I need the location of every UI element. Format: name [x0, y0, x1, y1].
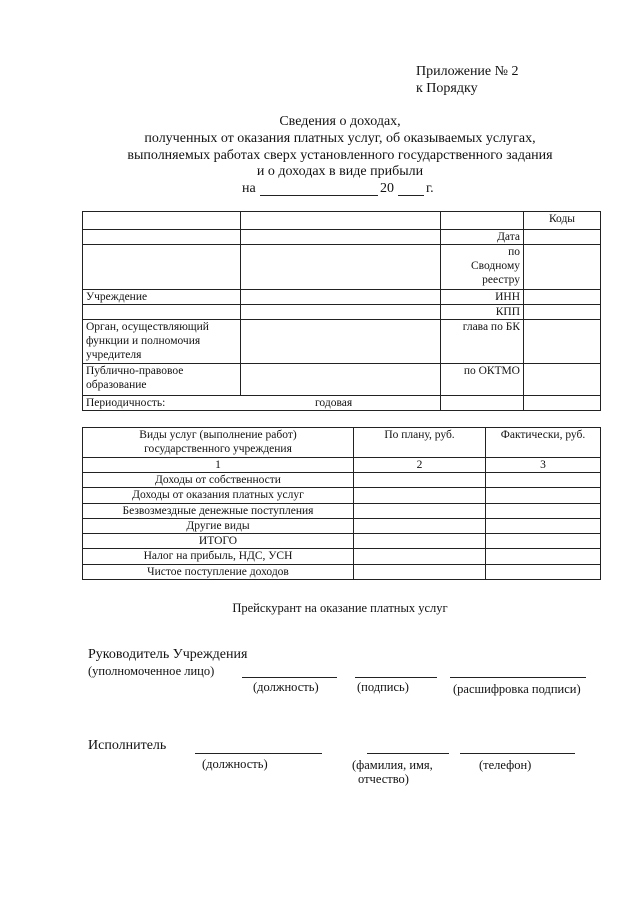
head-position-caption: (должность): [253, 680, 319, 694]
actual-value-cell: [486, 488, 601, 504]
header-cell: [241, 305, 441, 320]
chapter-bk-code-cell: [524, 320, 601, 364]
oktmo-code-cell: [524, 364, 601, 396]
public-entity-value-cell: [241, 364, 441, 396]
price-list-caption: Прейскурант на оказание платных услуг: [232, 601, 448, 615]
plan-value-cell: [354, 488, 486, 504]
date-day-line: [260, 195, 378, 196]
appendix-number: Приложение № 2: [416, 64, 519, 79]
public-entity-label-line: образование: [86, 379, 147, 391]
actual-value-cell: [486, 565, 601, 580]
registry-label-line: по: [508, 246, 520, 258]
header-cell: [83, 212, 241, 230]
registry-label-line: Сводному: [470, 260, 520, 272]
date-year: 20: [380, 181, 394, 196]
income-row-label: Налог на прибыль, НДС, УСН: [83, 549, 354, 565]
founder-label-line: Орган, осуществляющий: [86, 321, 209, 333]
head-signature-caption: (подпись): [357, 680, 409, 694]
income-row-label: ИТОГО: [83, 534, 354, 549]
services-header-line: государственного учреждения: [144, 443, 292, 455]
income-row-label: Доходы от собственности: [83, 473, 354, 488]
periodicity-value: годовая: [315, 397, 353, 409]
executor-phone-line: [460, 753, 575, 754]
header-cell: [83, 305, 241, 320]
date-suffix: г.: [426, 181, 434, 196]
plan-value-cell: [354, 549, 486, 565]
header-cell: [83, 245, 241, 290]
income-table: [82, 427, 601, 580]
kpp-code-cell: [524, 305, 601, 320]
column-number: 2: [354, 458, 486, 473]
plan-value-cell: [354, 519, 486, 534]
inn-code-cell: [524, 290, 601, 305]
registry-label-line: реестру: [482, 274, 520, 286]
periodicity-label: Периодичность:: [86, 397, 166, 409]
head-subtitle: (уполномоченное лицо): [88, 664, 215, 678]
income-row-label: Другие виды: [83, 519, 354, 534]
header-cell: [441, 212, 524, 230]
date-prefix: на: [242, 181, 256, 196]
header-cell: [241, 212, 441, 230]
header-cell: [83, 230, 241, 245]
plan-column-header: По плану, руб.: [354, 428, 486, 458]
head-signature-line: [355, 677, 437, 678]
actual-value-cell: [486, 549, 601, 565]
periodicity-cell: [83, 396, 441, 411]
executor-name-caption-1: (фамилия, имя,: [352, 758, 433, 772]
inn-label: ИНН: [441, 290, 524, 305]
kpp-label: КПП: [441, 305, 524, 320]
head-position-line: [242, 677, 337, 678]
plan-value-cell: [354, 534, 486, 549]
executor-title: Исполнитель: [88, 738, 167, 753]
executor-name-caption-2: отчество): [358, 772, 409, 786]
header-cell: [524, 396, 601, 411]
header-cell: [241, 230, 441, 245]
executor-name-line: [367, 753, 449, 754]
title-line-4: и о доходах в виде прибыли: [256, 164, 424, 179]
executor-phone-caption: (телефон): [479, 758, 532, 772]
executor-position-line: [195, 753, 322, 754]
head-title: Руководитель Учреждения: [88, 647, 248, 662]
actual-value-cell: [486, 534, 601, 549]
title-line-1: Сведения о доходах,: [279, 114, 401, 129]
column-number: 1: [83, 458, 354, 473]
executor-position-caption: (должность): [202, 757, 268, 771]
oktmo-label: по ОКТМО: [441, 364, 524, 396]
plan-value-cell: [354, 565, 486, 580]
actual-column-header: Фактически, руб.: [486, 428, 601, 458]
appendix-reference: к Порядку: [416, 81, 478, 96]
date-code-cell: [524, 230, 601, 245]
founder-label: [83, 320, 241, 364]
header-cell: [241, 245, 441, 290]
institution-value-cell: [241, 290, 441, 305]
header-cell: [441, 396, 524, 411]
column-number: 3: [486, 458, 601, 473]
actual-value-cell: [486, 519, 601, 534]
institution-label: Учреждение: [83, 290, 241, 305]
header-table: [82, 211, 601, 411]
services-header-line: Виды услуг (выполнение работ): [139, 429, 297, 441]
registry-label: [441, 245, 524, 290]
date-year-line: [398, 195, 424, 196]
head-decoding-caption: (расшифровка подписи): [453, 682, 581, 696]
income-row-label: Доходы от оказания платных услуг: [83, 488, 354, 504]
title-line-3: выполняемых работах сверх установленного государственного задания: [127, 148, 553, 163]
plan-value-cell: [354, 473, 486, 488]
services-column-header: [83, 428, 354, 458]
head-decoding-line: [450, 677, 586, 678]
chapter-bk-label: глава по БК: [441, 320, 524, 364]
date-label: Дата: [441, 230, 524, 245]
founder-label-line: учредителя: [86, 349, 142, 361]
founder-value-cell: [241, 320, 441, 364]
plan-value-cell: [354, 504, 486, 519]
actual-value-cell: [486, 473, 601, 488]
actual-value-cell: [486, 504, 601, 519]
public-entity-label-line: Публично-правовое: [86, 365, 184, 377]
registry-code-cell: [524, 245, 601, 290]
public-entity-label: [83, 364, 241, 396]
codes-header: Коды: [524, 212, 601, 230]
title-line-2: полученных от оказания платных услуг, об оказываемых услугах,: [144, 131, 536, 146]
income-row-label: Чистое поступление доходов: [83, 565, 354, 580]
income-row-label: Безвозмездные денежные поступления: [83, 504, 354, 519]
founder-label-line: функции и полномочия: [86, 335, 201, 347]
